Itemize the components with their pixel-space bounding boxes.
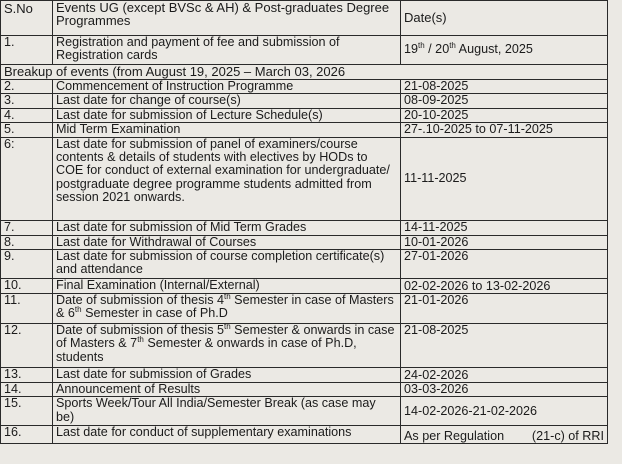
row-number: 16.	[1, 426, 53, 444]
header-sno: S.No	[1, 1, 53, 36]
row-event: Final Examination (Internal/External)	[53, 279, 401, 294]
row-date: 02-02-2026 to 13-02-2026	[401, 279, 608, 294]
row-date: 27-.10-2025 to 07-11-2025	[401, 123, 608, 137]
row-event: Last date for submission of Grades	[53, 368, 401, 383]
row-number: 9.	[1, 250, 53, 279]
row-number: 3.	[1, 94, 53, 108]
row-number: 6:	[1, 137, 53, 220]
row-event: Last date for submission of Lecture Schedule(s)	[53, 108, 401, 122]
row-date: As per Regulation (21-c) of RRI	[401, 426, 608, 444]
table-row	[1, 94, 608, 108]
row-event: Commencement of Instruction Programme	[53, 80, 401, 94]
section-row	[1, 65, 608, 80]
row-date: 11-11-2025	[401, 137, 608, 220]
table-row	[1, 220, 608, 235]
row-date: 14-11-2025	[401, 220, 608, 235]
table-row	[1, 80, 608, 94]
table-row	[1, 36, 608, 65]
row-event: Last date for change of course(s)	[53, 94, 401, 108]
table-row	[1, 324, 608, 368]
table-row	[1, 123, 608, 137]
row-number: 10.	[1, 279, 53, 294]
row-event: Last date for conduct of supplementary examinations	[53, 426, 401, 444]
row-event: Registration and payment of fee and submission of Registration cards	[53, 36, 401, 65]
row-event: Last date for submission of Mid Term Grades	[53, 220, 401, 235]
row-event: Announcement of Results	[53, 383, 401, 397]
row-date: 21-08-2025	[401, 324, 608, 368]
table-row	[1, 294, 608, 324]
row-number: 4.	[1, 108, 53, 122]
table-header-row	[1, 1, 608, 36]
row-date: 27-01-2026	[401, 250, 608, 279]
row-event: Last date for submission of panel of examiners/course contents & details of students with electives by HODs to COE for conduct of external examination for undergraduate/ postgraduate degree programme students admitted from session 2021 onwards.	[53, 137, 401, 220]
row-date: 14-02-2026-21-02-2026	[401, 397, 608, 426]
table-row	[1, 250, 608, 279]
row-event: Sports Week/Tour All India/Semester Break (as case may be)	[53, 397, 401, 426]
row-number: 1.	[1, 36, 53, 65]
table-row	[1, 397, 608, 426]
row-event: Mid Term Examination	[53, 123, 401, 137]
table-row	[1, 279, 608, 294]
row-number: 12.	[1, 324, 53, 368]
row-number: 15.	[1, 397, 53, 426]
table-row	[1, 137, 608, 220]
row-event: Last date for submission of course completion certificate(s) and attendance	[53, 250, 401, 279]
row-number: 11.	[1, 294, 53, 324]
header-dates: Date(s)	[401, 1, 608, 36]
row-event: Last date for Withdrawal of Courses	[53, 235, 401, 249]
table-row	[1, 426, 608, 444]
section-title: Breakup of events (from August 19, 2025 – March 03, 2026	[1, 65, 608, 80]
row-event: Date of submission of thesis 4th Semester in case of Masters & 6th Semester in case of Ph.D	[53, 294, 401, 324]
table-row	[1, 383, 608, 397]
row-date: 03-03-2026	[401, 383, 608, 397]
row-event: Date of submission of thesis 5th Semester & onwards in case of Masters & 7th Semester & onwards in case of Ph.D, students	[53, 324, 401, 368]
row-number: 8.	[1, 235, 53, 249]
table-row	[1, 108, 608, 122]
row-number: 5.	[1, 123, 53, 137]
row-number: 2.	[1, 80, 53, 94]
table-row	[1, 368, 608, 383]
row-date: 19th / 20th August, 2025	[401, 36, 608, 65]
row-date: 21-08-2025	[401, 80, 608, 94]
table-row	[1, 235, 608, 249]
row-number: 13.	[1, 368, 53, 383]
row-date: 21-01-2026	[401, 294, 608, 324]
row-date: 08-09-2025	[401, 94, 608, 108]
row-date: 24-02-2026	[401, 368, 608, 383]
row-number: 7.	[1, 220, 53, 235]
row-number: 14.	[1, 383, 53, 397]
row-date: 10-01-2026	[401, 235, 608, 249]
row-date: 20-10-2025	[401, 108, 608, 122]
header-events: Events UG (except BVSc & AH) & Post-graduates Degree Programmes	[53, 1, 401, 36]
